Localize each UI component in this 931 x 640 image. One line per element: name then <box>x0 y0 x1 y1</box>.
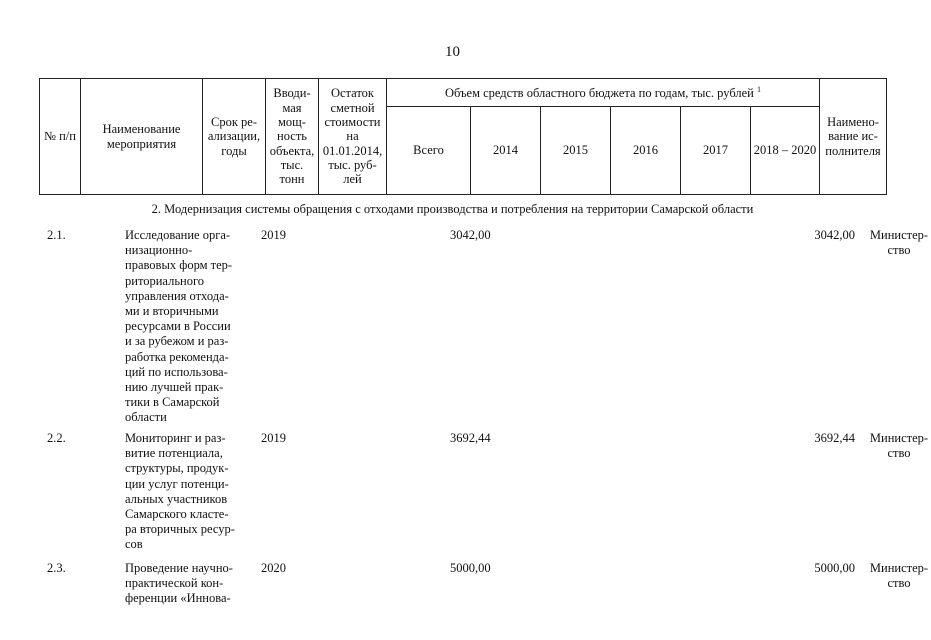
row-activity-name: Мониторинг и раз- витие потенциала, структуры, продук- ции услуг потенци- альных участников Самарского класте- ра вторичных ресур- сов <box>125 431 235 552</box>
row-total: 3042,00 <box>450 228 491 242</box>
header-executor: Наимено-вание ис-полнителя <box>820 79 887 195</box>
header-term: Срок ре-ализации, годы <box>203 79 266 195</box>
header-budget-group <box>387 79 820 107</box>
row-year: 2019 <box>261 228 286 242</box>
header-budget-group-label: Объем средств областного бюджета по годам, тыс. рублей <box>445 85 754 100</box>
row-total: 3692,44 <box>450 431 491 445</box>
header-2016: 2016 <box>611 107 681 195</box>
section-title: 2. Модернизация системы обращения с отходами производства и потребления на территории Самарской области <box>151 202 754 216</box>
table-row <box>39 431 929 553</box>
row-number: 2.1. <box>47 228 66 242</box>
header-2015: 2015 <box>541 107 611 195</box>
table-row <box>39 561 929 611</box>
row-2018-2020: 3042,00 <box>814 228 855 242</box>
header-name: Наименование мероприятия <box>81 79 203 195</box>
header-budget-footnote: 1 <box>756 84 761 94</box>
row-executor: Министер- ство <box>869 228 929 258</box>
row-2018-2020: 5000,00 <box>814 561 855 575</box>
header-num: № п/п <box>40 79 81 195</box>
row-2018-2020: 3692,44 <box>814 431 855 445</box>
header-2014: 2014 <box>471 107 541 195</box>
row-number: 2.2. <box>47 431 66 445</box>
header-2017: 2017 <box>681 107 751 195</box>
row-executor: Министер- ство <box>869 431 929 461</box>
row-year: 2020 <box>261 561 286 575</box>
header-2018-2020: 2018 – 2020 <box>751 107 820 195</box>
row-executor: Министер- ство <box>869 561 929 591</box>
header-total: Всего <box>387 107 471 195</box>
row-total: 5000,00 <box>450 561 491 575</box>
row-number: 2.3. <box>47 561 66 575</box>
page-number: 10 <box>445 44 460 60</box>
row-activity-name: Исследование орга- низационно- правовых форм тер- риториального управления отхода- ми и вторичными ресурсами в России и за рубежом и раз- работка рекоменда- ций по использова- нию лучшей прак- тики в Самарской области <box>125 228 233 425</box>
row-activity-name: Проведение научно- практической кон- ференции «Иннова- <box>125 561 233 606</box>
row-year: 2019 <box>261 431 286 445</box>
table-row <box>39 228 929 428</box>
header-remaining-cost: Остаток сметной стоимости на 01.01.2014, тыс. руб-лей <box>319 79 387 195</box>
budget-table-header <box>39 78 887 195</box>
header-capacity: Вводи-мая мощ-ность объекта, тыс. тонн <box>266 79 319 195</box>
